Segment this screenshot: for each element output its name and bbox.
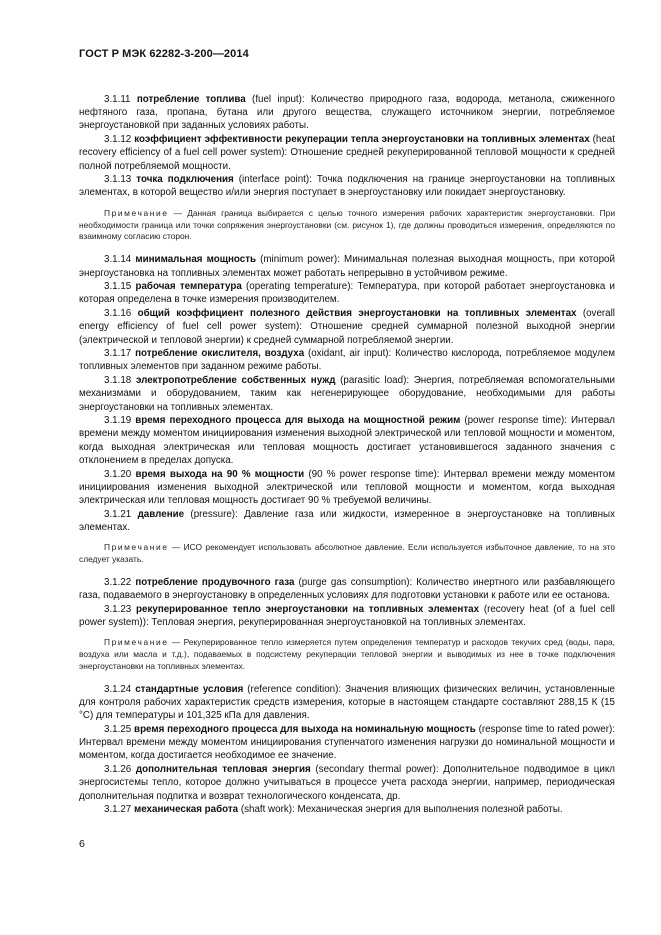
entry-term: стандартные условия xyxy=(135,683,244,695)
note-label: Примечание xyxy=(104,637,169,648)
definition-entry xyxy=(79,468,615,508)
entry-number: 3.1.26 xyxy=(104,764,132,776)
entry-term: давление xyxy=(137,508,185,520)
entry-term: минимальная мощность xyxy=(135,254,257,266)
note-label: Примечание xyxy=(104,542,169,553)
definition-entry xyxy=(79,508,615,534)
entry-term: время выхода на 90 % мощности xyxy=(135,468,305,480)
entry-definition: (fuel input): Количество природного газа, водорода, метанола, сжиженного нефтяного газа, пропана, бутана или другого вещества, служащего источником энергии, потребляемое энергоустановкой при заданных условиях работы. xyxy=(79,94,615,132)
entry-definition: (reference condition): Значения влияющих физических величин, установленные для контроля рабочих характеристик средств измерения, которые в настоящем стандарте составляют 288,15 К (15 °С) для температуры и 101,325 кПа для давления. xyxy=(79,683,615,722)
definition-entry xyxy=(79,576,615,602)
entry-definition: (parasitic load): Энергия, потребляемая вспомогательными механизмами и оборудованием, таким как негенерирующее оборудование, необходимыми для работы энергоустановки на топливных элементах. xyxy=(79,375,615,413)
entry-term: время переходного процесса для выхода на мощностной режим xyxy=(135,415,461,427)
entry-number: 3.1.12 xyxy=(104,134,132,146)
entry-definition: (recovery heat (of a fuel cell power system)): Тепловая энергия, рекуперированная энергоустановкой на топливных элементах. xyxy=(79,603,615,629)
entry-definition: (purge gas consumption): Количество инертного или разбавляющего газа, подаваемого в энергоустановку в определенных условиях для подготовки установки к работе или ее останова. xyxy=(79,576,615,602)
entry-term: потребление топлива xyxy=(136,94,246,105)
entry-number: 3.1.23 xyxy=(104,603,132,615)
entry-definition: (pressure): Давление газа или жидкости, измеренное в энергоустановке на топливных элементах. xyxy=(79,508,615,533)
entry-term: электропотребление собственных нужд xyxy=(135,375,336,387)
definition-entry xyxy=(79,803,615,816)
entry-number: 3.1.16 xyxy=(104,308,132,320)
note-text: — ИСО рекомендует использовать абсолютное давление. Если используется избыточное давление, то на это следует указать. xyxy=(79,542,615,565)
entry-definition: (heat recovery efficiency of a fuel cell power system): Отношение средней рекуперированной тепловой мощности к средней полной потребляемой мощности. xyxy=(79,134,615,172)
note-text: — Данная граница выбирается с целью точного измерения рабочих характеристик энергоустановки. При необходимости граница или точки сопряжения энергоустановки (см. рисунок 1), где должны проводиться измерения, определяются по взаимному согласию сторон. xyxy=(79,207,615,242)
page-number: 6 xyxy=(79,838,85,850)
entry-definition: (secondary thermal power): Дополнительное подводимое в цикл энергосистемы тепло, которое должно учитываться в процессе учета расхода энергии, например, периодическая дополнительная подпитка и возврат технологического конденсата, др. xyxy=(79,764,615,802)
entry-term: точка подключения xyxy=(136,174,234,186)
entry-definition: (interface point): Точка подключения на границе энергоустановки на топливных элементах, в которой вещество и/или энергия поступает в энергоустановку или покидает энергоустановку. xyxy=(79,174,615,199)
entry-definition: (response time to rated power): Интервал времени между моментом инициирования ступенчатого изменения нагрузки до номинальной мощности и моментом, когда достигается необходимое ее значение. xyxy=(79,724,615,762)
definition-entry xyxy=(79,133,615,173)
definition-entry xyxy=(79,723,615,763)
entry-number: 3.1.19 xyxy=(104,415,132,427)
entry-definition: (minimum power): Минимальная полезная выходная мощность, при которой энергоустановка на топливных элементах может работать непрерывно в устойчивом режиме. xyxy=(79,254,615,279)
entry-number: 3.1.27 xyxy=(104,804,132,816)
entry-number: 3.1.18 xyxy=(104,375,132,387)
definition-entry xyxy=(79,414,615,467)
entry-number: 3.1.21 xyxy=(104,508,132,520)
document-page xyxy=(79,48,615,817)
entry-term: потребление продувочного газа xyxy=(135,576,295,588)
entry-term: механическая работа xyxy=(133,804,239,816)
note-label: Примечание xyxy=(104,207,169,218)
entry-definition: (operating temperature): Температура, при которой работает энергоустановка и которая определена в точке измерения производителем. xyxy=(79,281,615,306)
entry-definition: (overall energy efficiency of fuel cell power system): Отношение средней суммарной полезной выходной энергии (электрической и тепловой энергии) к средней суммарной потребляемой энергии. xyxy=(79,308,615,346)
entry-term: потребление окислителя, воздуха xyxy=(135,348,305,360)
definition-entry xyxy=(79,253,615,279)
entry-definition: (oxidant, air input): Количество кислорода, потребляемое модулем топливных элементов при заданном режиме работы. xyxy=(79,348,615,373)
note xyxy=(79,637,615,673)
note-text: — Рекуперированное тепло измеряется путем определения температур и расходов текучих сред (воды, пара, воздуха или масла и т.д.), подаваемых в подсистему рекуперации тепловой энергии и выводимых из нее в точке подключения энергоустановки на топливных элементах. xyxy=(79,637,615,672)
entry-term: рекуперированное тепло энергоустановки на топливных элементах xyxy=(136,603,480,615)
definition-entry xyxy=(79,307,615,347)
entry-term: время переходного процесса для выхода на номинальную мощность xyxy=(134,724,476,736)
entry-number: 3.1.25 xyxy=(104,724,132,736)
definition-entry xyxy=(79,683,615,723)
definition-entry xyxy=(79,93,615,133)
entry-number: 3.1.20 xyxy=(104,468,132,480)
entry-number: 3.1.14 xyxy=(104,254,132,266)
document-body xyxy=(79,93,615,816)
definition-entry xyxy=(79,173,615,199)
document-header: ГОСТ Р МЭК 62282-3-200—2014 xyxy=(79,48,249,60)
entry-definition: (90 % power response time): Интервал времени между моментом инициирования изменения выходной электрической или тепловой мощности и моментом, когда выходная электрическая или тепловая мощность достигает 90 % требуемой величины. xyxy=(79,468,615,506)
entry-term: коэффициент эффективности рекуперации тепла энергоустановки на топливных элементах xyxy=(134,134,590,146)
entry-number: 3.1.15 xyxy=(104,281,132,293)
definition-entry xyxy=(79,347,615,373)
entry-number: 3.1.17 xyxy=(104,348,132,360)
entry-number: 3.1.24 xyxy=(104,683,132,695)
note xyxy=(79,208,615,244)
note xyxy=(79,542,615,566)
entry-definition: (power response time): Интервал времени между моментом инициирования изменения выходной электрической или тепловой мощности и моментом, когда выходная электрическая или тепловая мощность достигает установившегося заданного значения с отклонением в пределах допуска. xyxy=(79,415,615,466)
entry-term: рабочая температура xyxy=(135,281,242,293)
entry-number: 3.1.11 xyxy=(104,94,131,105)
definition-entry xyxy=(79,763,615,803)
definition-entry xyxy=(79,603,615,629)
entry-definition: (shaft work): Механическая энергия для выполнения полезной работы. xyxy=(238,804,563,816)
definition-entry xyxy=(79,280,615,306)
entry-term: дополнительная тепловая энергия xyxy=(135,764,311,776)
entry-number: 3.1.13 xyxy=(104,174,132,186)
entry-number: 3.1.22 xyxy=(104,576,132,588)
definition-entry xyxy=(79,374,615,414)
entry-term: общий коэффициент полезного действия энергоустановки на топливных элементах xyxy=(137,308,577,320)
